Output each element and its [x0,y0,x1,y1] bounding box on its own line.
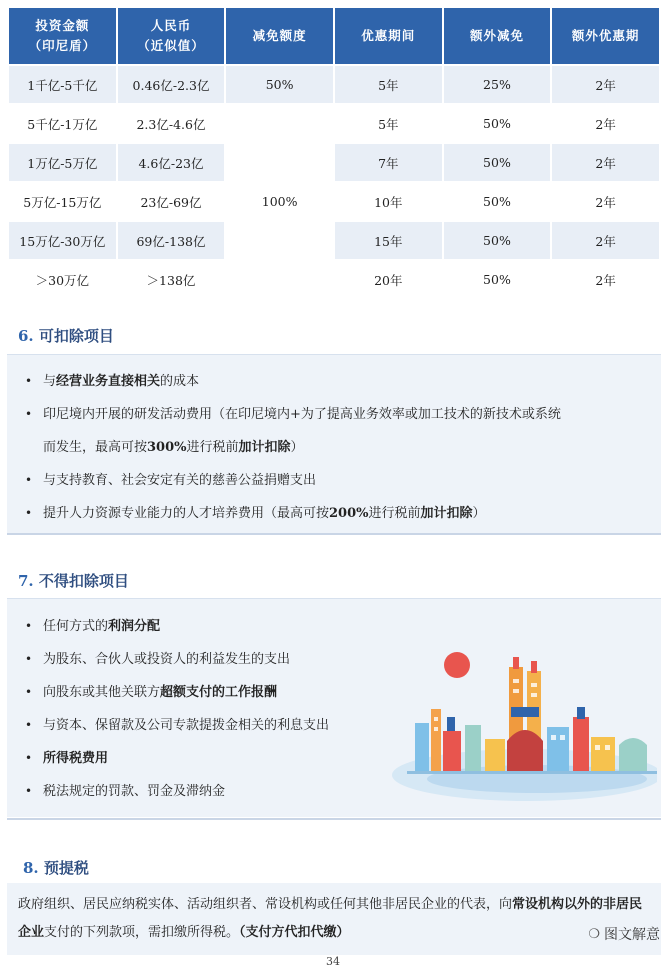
cell-period: 15年 [334,221,443,260]
header-extra: 额外减免 [443,7,552,65]
list-item: • 税法规定的罚款、罚金及滞纳金 [17,775,329,808]
header-reduction: 减免额度 [225,7,334,65]
cell-period: 20年 [334,260,443,299]
table-row [8,221,660,260]
list-item: • 印尼境内开展的研发活动费用（在印尼境内+为了提高业务效率或加工技术的新技术或系统 [17,398,561,431]
incentive-table [7,6,661,300]
section7-box [7,598,661,817]
list-item: • 提升人力资源专业能力的人才培养费用（最高可按200%进行税前加计扣除） [17,497,561,530]
cell-rmb: 0.46亿-2.3亿 [117,65,226,104]
cell-extra: 50% [443,260,552,299]
cell-rmb: 2.3亿-4.6亿 [117,104,226,143]
table-row [8,104,660,143]
cell-rmb: 4.6亿-23亿 [117,143,226,182]
cell-reduction-merged: 100% [225,104,334,299]
section6-box [7,354,661,533]
cell-extra-period: 2年 [551,260,660,299]
cell-extra-period: 2年 [551,221,660,260]
table-row [8,260,660,299]
header-extra-period: 额外优惠期 [551,7,660,65]
table-row [8,65,660,104]
cell-amount: 1千亿-5千亿 [8,65,117,104]
section-divider [7,533,661,535]
wechat-icon: ❍ [588,926,600,942]
cell-amount: 5万亿-15万亿 [8,182,117,221]
cell-extra: 50% [443,221,552,260]
page-number: 34 [326,955,340,968]
jakarta-skyline-illustration [387,647,657,807]
list-item: • 所得税费用 [17,742,329,775]
cell-extra-period: 2年 [551,182,660,221]
list-item: • 为股东、合伙人或投资人的利益发生的支出 [17,643,329,676]
cell-extra-period: 2年 [551,65,660,104]
section7-title: 7. 不得扣除项目 [18,572,129,590]
table-row [8,182,660,221]
section8-box [7,883,661,955]
section8-paragraph: 政府组织、居民应纳税实体、活动组织者、常设机构或任何其他非居民企业的代表，向常设机构以外的非居民企业支付的下列款项，需扣缴所得税。（支付方代扣代缴） [18,897,643,940]
cell-extra: 25% [443,65,552,104]
section7-list [17,610,329,808]
cell-extra: 50% [443,143,552,182]
list-item: • 向股东或其他关联方超额支付的工作报酬 [17,676,329,709]
header-rmb: 人民币 （近似值） [117,7,226,65]
list-item: • 与支持教育、社会安定有关的慈善公益捐赠支出 [17,464,561,497]
cell-period: 5年 [334,104,443,143]
section6-list [17,365,561,530]
cell-reduction: 50% [225,65,334,104]
list-item: • 与经营业务直接相关的成本 [17,365,561,398]
cell-period: 5年 [334,65,443,104]
table-header-row [8,7,660,65]
cell-rmb: ＞138亿 [117,260,226,299]
header-period: 优惠期间 [334,7,443,65]
cell-period: 7年 [334,143,443,182]
cell-amount: 1万亿-5万亿 [8,143,117,182]
cell-extra: 50% [443,104,552,143]
cell-rmb: 23亿-69亿 [117,182,226,221]
list-item: • 与资本、保留款及公司专款提拨金相关的利息支出 [17,709,329,742]
watermark: ❍ 图文解意 [588,926,660,943]
cell-amount: 15万亿-30万亿 [8,221,117,260]
cell-amount: 5千亿-1万亿 [8,104,117,143]
list-item-continuation: 而发生，最高可按300%进行税前加计扣除） [43,440,304,455]
table-row [8,143,660,182]
cell-extra-period: 2年 [551,104,660,143]
cell-rmb: 69亿-138亿 [117,221,226,260]
cell-extra-period: 2年 [551,143,660,182]
header-amount: 投资金额 （印尼盾） [8,7,117,65]
cell-extra: 50% [443,182,552,221]
section6-title: 6. 可扣除项目 [18,327,114,345]
cell-amount: ＞30万亿 [8,260,117,299]
section-divider [7,818,661,820]
list-item: • 任何方式的利润分配 [17,610,329,643]
section8-title: 8. 预提税 [23,859,89,877]
cell-period: 10年 [334,182,443,221]
